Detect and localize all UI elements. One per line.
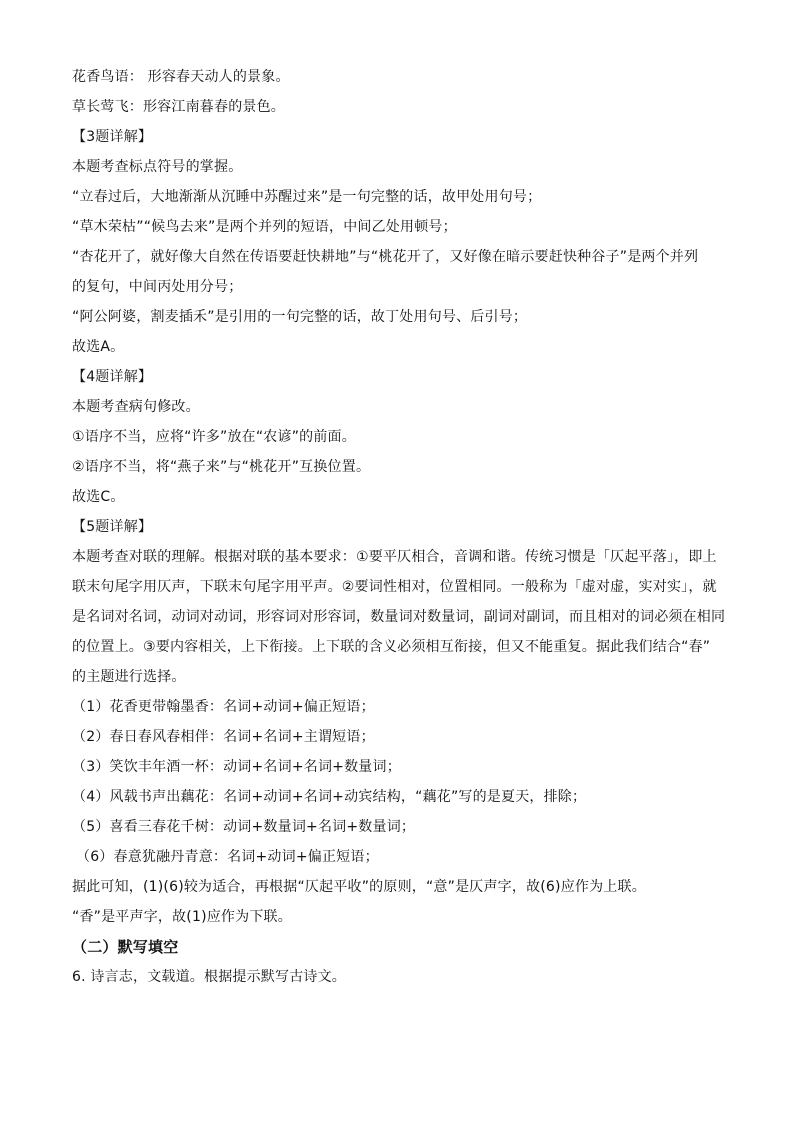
- text-line: 据此可知，(1)(6)较为适合，再根据“仄起平收”的原则，“意”是仄声字，故(6)应作为上联。: [72, 879, 646, 895]
- text-line: 故选C。: [72, 489, 125, 505]
- text-line: “香”是平声字，故(1)应作为下联。: [72, 909, 292, 925]
- section-heading: 【5题详解】: [72, 519, 153, 535]
- list-item: （6）春意犹融丹青意：名词+动词+偏正短语；: [76, 849, 379, 865]
- question-line: 6. 诗言志，文载道。根据提示默写古诗文。: [72, 969, 347, 985]
- text-line: 本题考查病句修改。: [72, 399, 200, 415]
- document-page: [72, 62, 726, 992]
- list-item: （2）春日春风春相伴：名词+名词+主谓短语；: [72, 729, 375, 745]
- text-line: ②语序不当，将“燕子来”与“桃花开”互换位置。: [72, 459, 371, 475]
- text-line: 本题考查对联的理解。根据对联的基本要求：①要平仄相合，音调和谐。传统习惯是「仄起平落」，即上: [72, 549, 717, 565]
- text-line: 联末句尾字用仄声，下联末句尾字用平声。②要词性相对，位置相同。一般称为「虚对虚，实对实」，就: [72, 579, 717, 595]
- subsection-heading: （二）默写填空: [72, 938, 179, 956]
- text-line: “阿公阿婆，割麦插禾”是引用的一句完整的话，故丁处用句号、后引号；: [72, 309, 528, 325]
- list-item: （3）笑饮丰年酒一杯：动词+名词+名词+数量词；: [72, 759, 401, 775]
- text-line: 花香鸟语： 形容春天动人的景象。: [72, 69, 290, 85]
- section-heading: 【3题详解】: [72, 129, 153, 145]
- section-heading: 【4题详解】: [72, 369, 153, 385]
- text-line: 草长莺飞：形容江南暮春的景色。: [72, 99, 285, 115]
- text-line: 是名词对名词，动词对动词，形容词对形容词，数量词对数量词，副词对副词，而且相对的词必须在相同: [72, 609, 726, 625]
- text-line: 故选A。: [72, 339, 125, 355]
- text-line: “杏花开了，就好像大自然在传语要赶快耕地”与“桃花开了，又好像在暗示要赶快种谷子”是两个并列: [72, 249, 699, 265]
- list-item: （5）喜看三春花千树：动词+数量词+名词+数量词；: [72, 819, 416, 835]
- text-line: ①语序不当，应将“许多”放在“农谚”的前面。: [72, 429, 356, 445]
- text-line: “立春过后，大地渐渐从沉睡中苏醒过来”是一句完整的话，故甲处用句号；: [72, 189, 542, 205]
- list-item: （1）花香更带翰墨香：名词+动词+偏正短语；: [72, 699, 375, 715]
- list-item: （4）风载书声出藕花：名词+动词+名词+动宾结构，“藕花”写的是夏天，排除；: [72, 789, 587, 805]
- text-line: “草木荣枯”“候鸟去来”是两个并列的短语，中间乙处用顿号；: [72, 219, 457, 235]
- text-line: 的位置上。③要内容相关，上下衔接。上下联的含义必须相互衔接，但又不能重复。据此我们结合“春”: [72, 639, 711, 655]
- text-line: 的主题进行选择。: [72, 669, 186, 685]
- text-line: 的复句，中间丙处用分号；: [72, 279, 243, 295]
- text-line: 本题考查标点符号的掌握。: [72, 159, 243, 175]
